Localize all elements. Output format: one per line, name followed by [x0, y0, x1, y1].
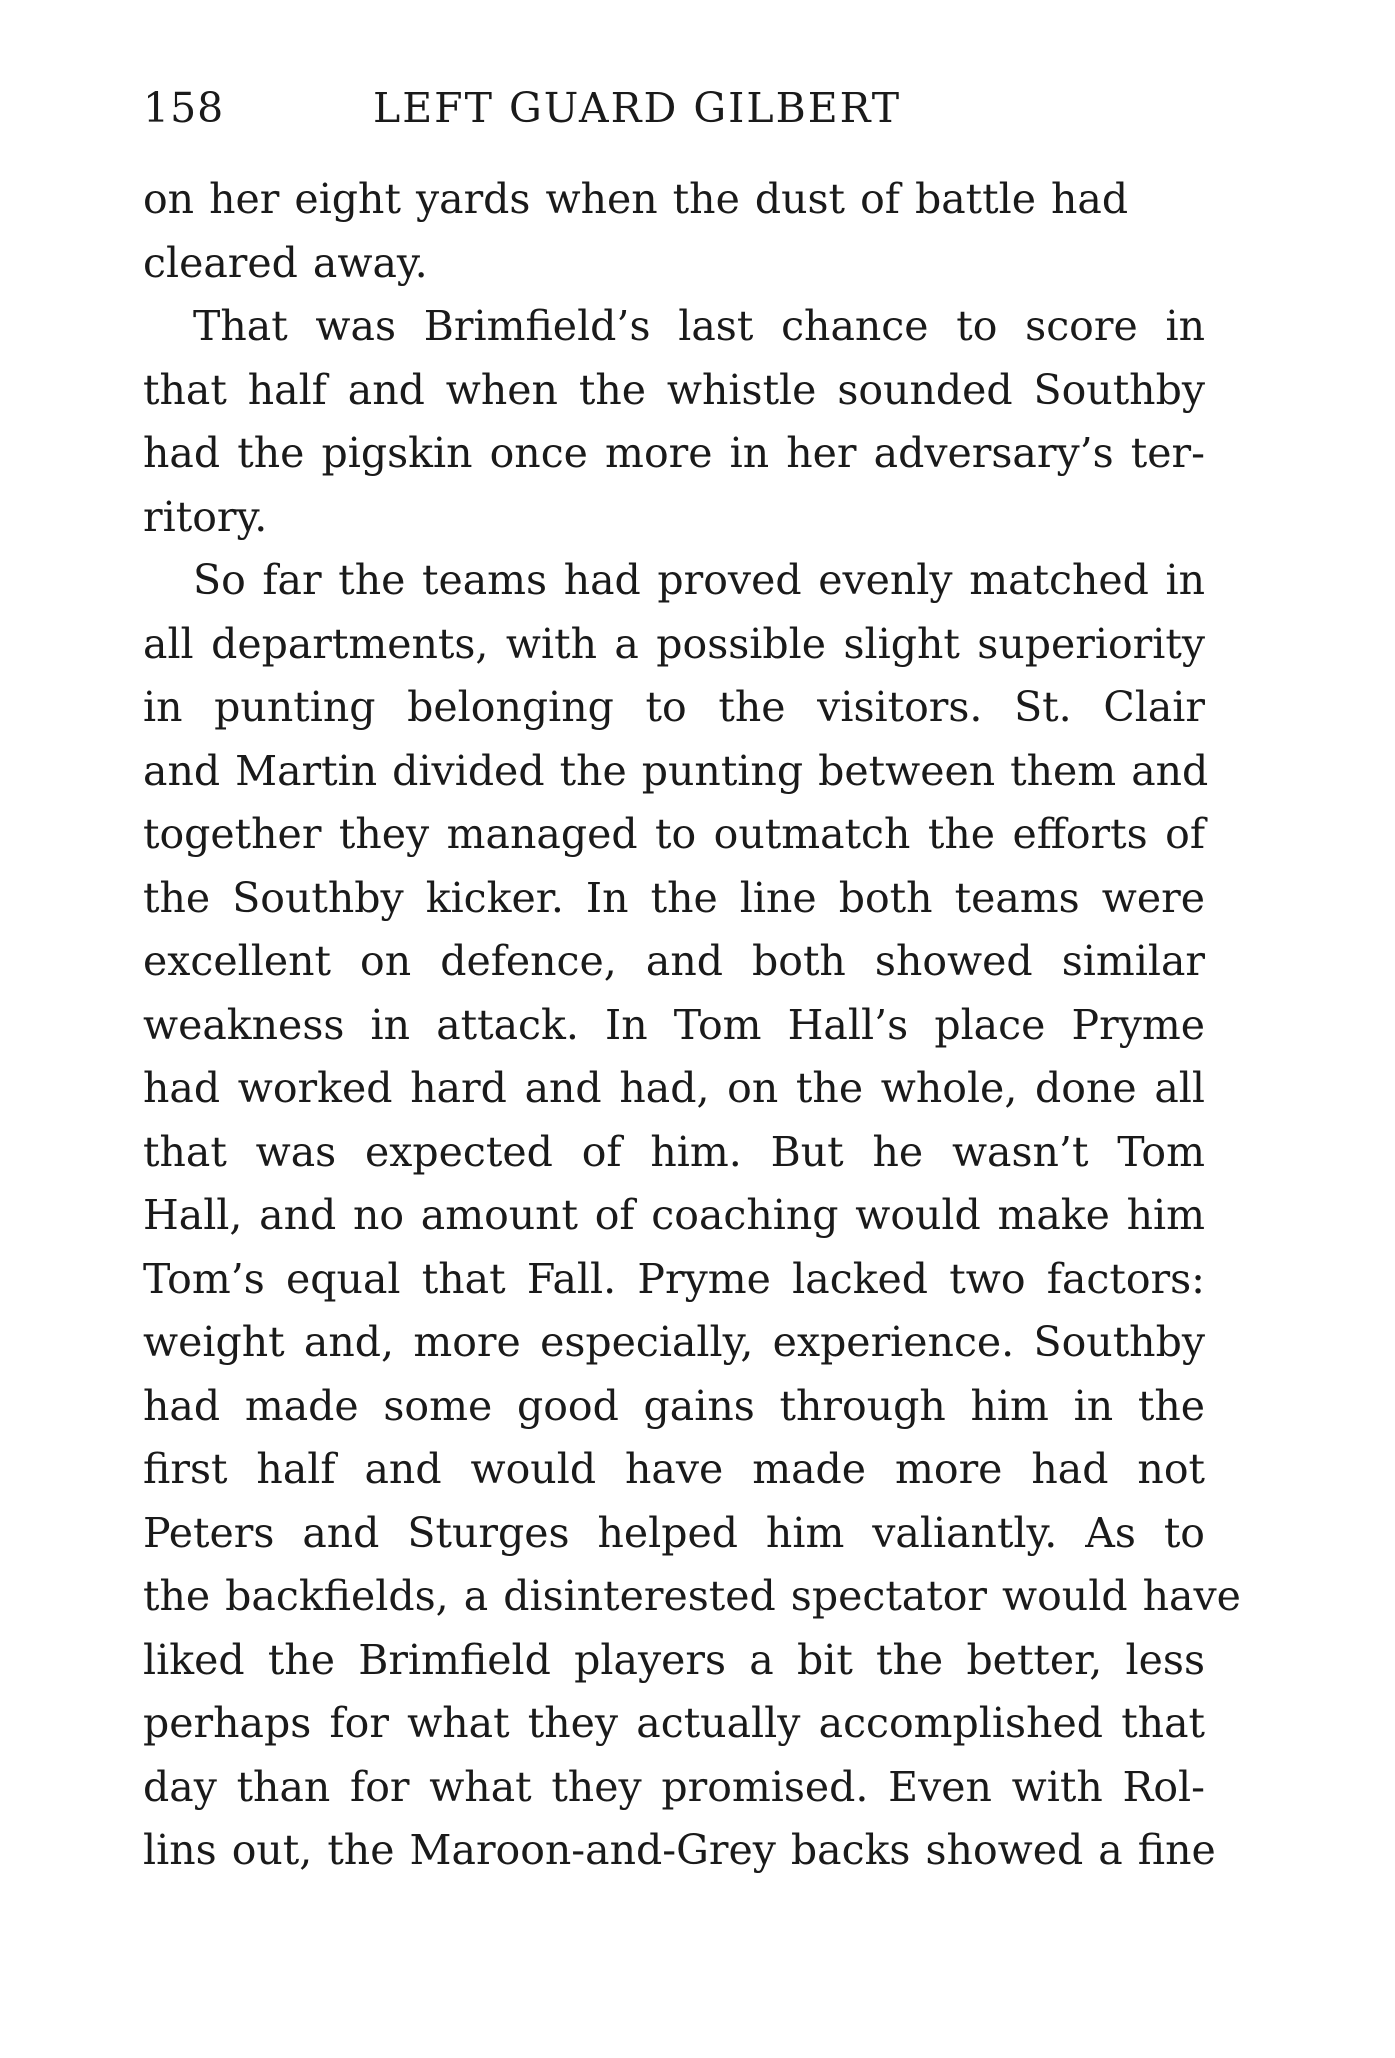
text-line: the backfields, a disinterested spectator would have [143, 1572, 1241, 1620]
text-line: perhaps for what they actually accomplished that [143, 1699, 1205, 1747]
text-line: in punting belonging to the visitors. St. Clair [143, 683, 1205, 731]
text-line: lins out, the Maroon-and-Grey backs showed a fine [143, 1826, 1216, 1874]
text-line: Peters and Sturges helped him valiantly. As to [143, 1508, 1205, 1557]
text-line: weight and, more especially, experience. Southby [143, 1318, 1205, 1366]
text-line: that was expected of him. But he wasn’t Tom [143, 1127, 1205, 1176]
page-number: 158 [143, 84, 225, 132]
text-line: cleared away. [143, 238, 428, 287]
text-line: had worked hard and had, on the whole, done all [143, 1064, 1205, 1112]
text-line: ritory. [143, 492, 268, 541]
text-line: and Martin divided the punting between them and [143, 746, 1209, 795]
text-line: day than for what they promised. Even with Rol- [143, 1762, 1205, 1811]
paragraph-start-line: So far the teams had proved evenly matched in [193, 556, 1205, 604]
text-line: Tom’s equal that Fall. Pryme lacked two factors: [143, 1254, 1205, 1303]
text-line: on her eight yards when the dust of battle had [143, 175, 1129, 223]
text-line: had made some good gains through him in the [143, 1381, 1205, 1430]
text-line: weakness in attack. In Tom Hall’s place Pryme [143, 1000, 1205, 1049]
text-line: the Southby kicker. In the line both teams were [143, 873, 1205, 922]
text-line: together they managed to outmatch the efforts of [143, 810, 1205, 858]
text-line: first half and would have made more had not [143, 1445, 1205, 1493]
text-line: excellent on defence, and both showed similar [143, 937, 1205, 985]
paragraph-start-line: That was Brimfield’s last chance to score in [193, 302, 1205, 350]
text-line: Hall, and no amount of coaching would make him [143, 1191, 1205, 1239]
text-line: all departments, with a possible slight superiority [143, 619, 1205, 668]
text-line: that half and when the whistle sounded Southby [143, 365, 1205, 414]
text-line: had the pigskin once more in her adversary’s ter- [143, 429, 1205, 477]
body-text [143, 168, 1241, 1883]
page-header [143, 78, 1203, 138]
running-title: LEFT GUARD GILBERT [373, 84, 902, 132]
text-line: liked the Brimfield players a bit the better, less [143, 1635, 1205, 1684]
